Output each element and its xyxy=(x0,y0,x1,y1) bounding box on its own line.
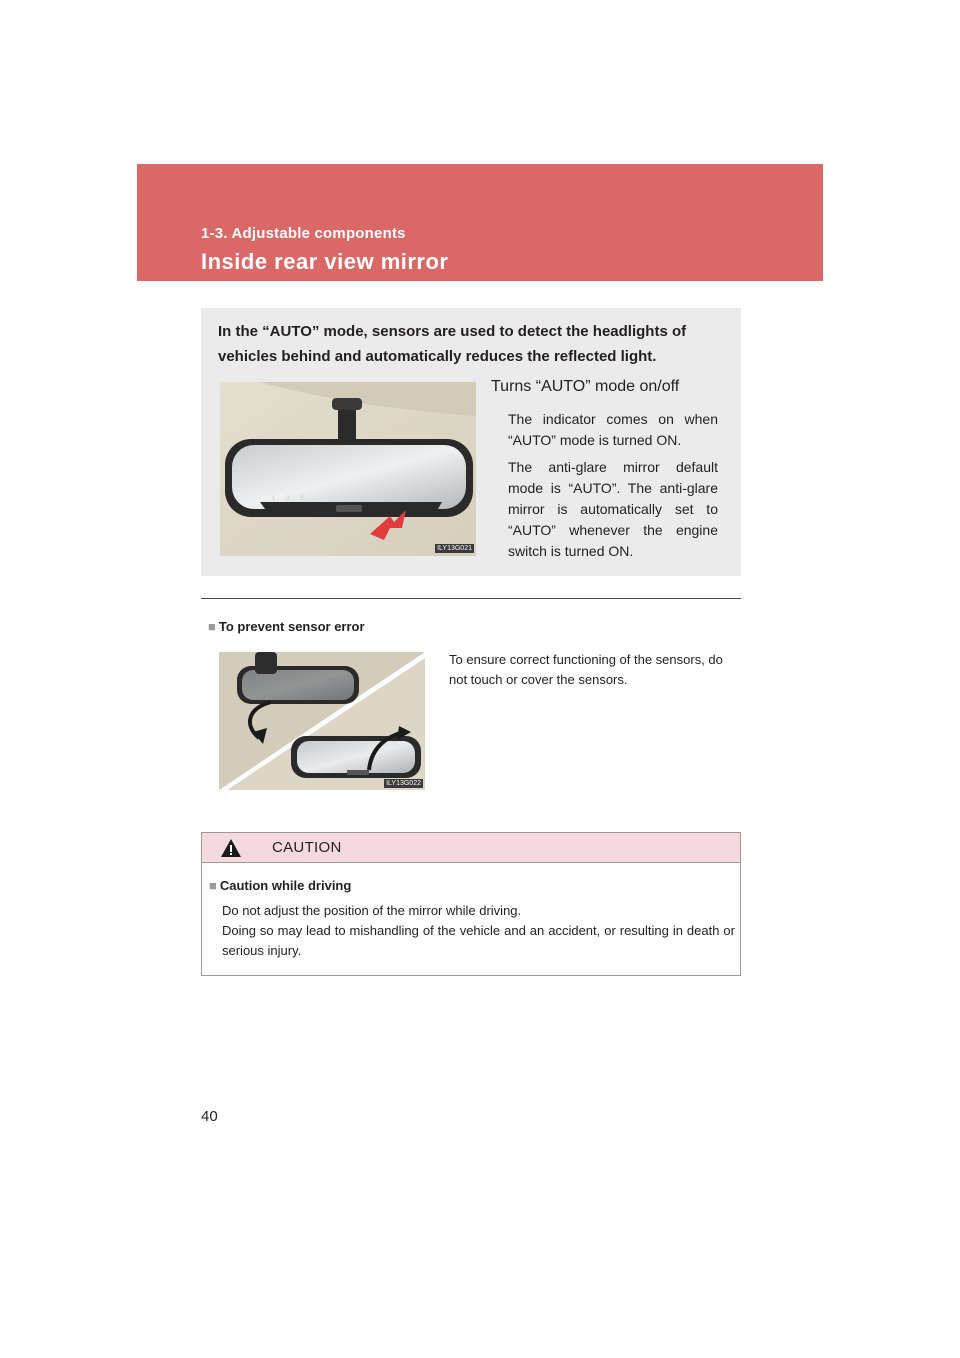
sensor-heading xyxy=(208,619,365,634)
caution-line-1: Do not adjust the position of the mirror while driving. xyxy=(222,903,522,918)
mirror-illustration xyxy=(220,382,476,556)
callout-body-1: The indicator comes on when “AUTO” mode is turned ON. xyxy=(508,411,718,448)
page-title: Inside rear view mirror xyxy=(201,249,449,274)
caution-subheading xyxy=(209,878,351,893)
mirror-button-2-label: 2 xyxy=(286,496,290,502)
intro-text: In the “AUTO” mode, sensors are used to detect the headlights of vehicles behind and automatically reduces the reflected light. xyxy=(218,323,687,365)
caution-subheading-text: Caution while driving xyxy=(219,878,352,893)
section-divider xyxy=(201,598,741,599)
mirror-button-3-label: 3 xyxy=(300,496,304,502)
callout-title: Turns “AUTO” mode on/off xyxy=(491,378,680,395)
photo-code: ILY13G022 xyxy=(386,780,421,787)
sensor-text: To ensure correct functioning of the sensors, do not touch or cover the sensors. xyxy=(449,652,723,687)
caution-box xyxy=(201,832,741,976)
intro-box xyxy=(201,308,741,576)
square-bullet-icon: ■ xyxy=(209,878,217,893)
mirror-button-1-label: 1 xyxy=(272,496,276,502)
callout-body-2: The anti-glare mirror default mode is “AUTO”. The anti-glare mirror is automatically set to “AUTO” whenever the engine switch is turned ON. xyxy=(508,459,718,559)
mirror-photo xyxy=(220,382,476,556)
section-label: 1-3. Adjustable components xyxy=(201,225,406,242)
caution-header xyxy=(202,833,740,863)
warning-icon xyxy=(220,838,242,858)
photo-code: ILY13G021 xyxy=(437,545,472,552)
sensor-photo xyxy=(219,652,425,790)
caution-title: CAUTION xyxy=(272,839,342,856)
sensor-illustration xyxy=(219,652,425,790)
square-bullet-icon: ■ xyxy=(208,619,216,634)
sensor-heading-text: To prevent sensor error xyxy=(218,619,365,634)
caution-line-2: Doing so may lead to mishandling of the vehicle and an accident, or resulting in death or serious injury. xyxy=(222,923,735,958)
page-number: 40 xyxy=(201,1108,218,1125)
